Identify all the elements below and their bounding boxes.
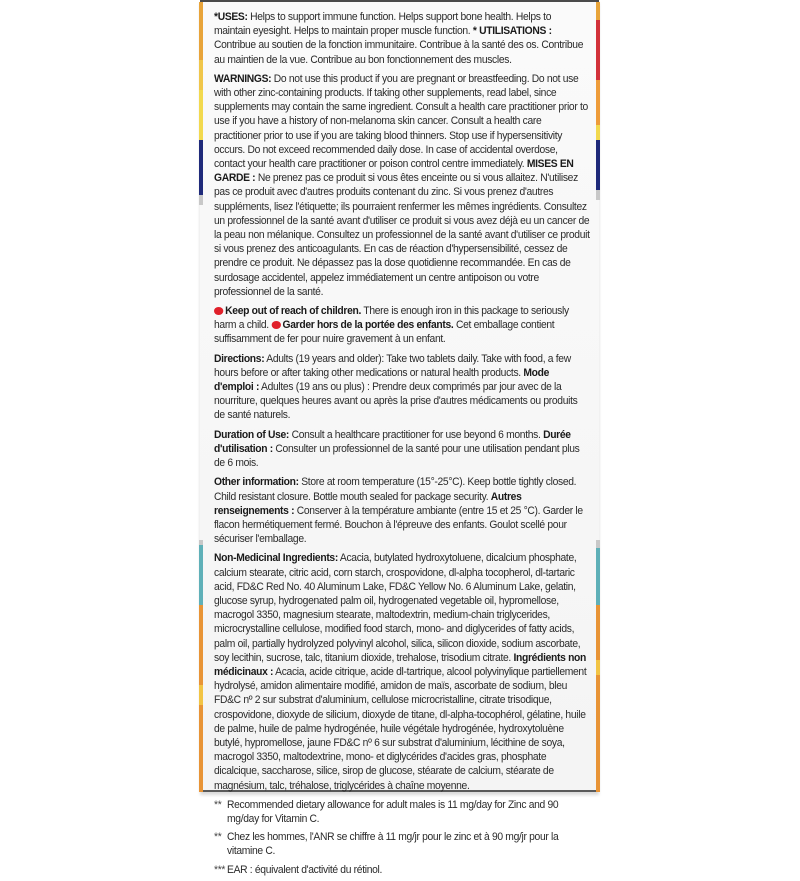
other-text-en: Store at room temperature (15°-25°C). Keep bottle tightly closed. Child resistant closure. Bottle mouth sealed for package security. xyxy=(214,476,577,503)
stripe-segment xyxy=(199,90,203,140)
children-heading-en: Keep out of reach of children. xyxy=(225,305,362,318)
right-color-stripe xyxy=(596,0,600,790)
directions-section xyxy=(214,352,590,423)
stripe-segment xyxy=(596,20,600,80)
other-text-fr: Conserver à la température ambiante (entre 15 et 25 °C). Garder le flacon hermétiquement fermé. Bouchon à l'épreuve des enfants. Goulot scellé pour sécuriser l'emballage. xyxy=(214,504,583,546)
warnings-heading-fr: MISES EN GARDE : xyxy=(214,158,574,185)
stripe-segment xyxy=(596,2,600,20)
stripe-segment xyxy=(199,605,203,685)
ingredients-text-en: Acacia, butylated hydroxytoluene, dicalcium phosphate, calcium stearate, citric acid, corn starch, crospovidone, dl-alpha tocopherol, dl-tartaric acid, FD&C Red No. 40 Aluminum Lake, FD&C Yellow No. 6 Aluminum Lake, gelatin, glucose syrup, hydrogenated palm oil, hydrogenated vegetable oil, hypromellose, macrogol 3350, magnesium stearate, maltodextrin, medium-chain triglycerides, microcrystalline cellulose, modified food starch, mono- and diglycerides of fatty acids, palm oil, partially hydrolyzed polyvinyl alcohol, silica, silicon dioxide, sodium ascorbate, soy lecithin, sucrose, talc, titanium dioxide, trehalose, trisodium citrate. xyxy=(214,552,581,664)
footnote-text: Chez les hommes, l'ANR se chiffre à 11 mg/jr pour le zinc et à 90 mg/jr pour la vitamine C. xyxy=(227,831,559,858)
footnote xyxy=(214,863,590,877)
warnings-heading-en: WARNINGS: xyxy=(214,72,272,85)
directions-heading-fr: Mode d'emploi : xyxy=(214,366,550,394)
uses-heading-fr: * UTILISATIONS : xyxy=(472,25,552,38)
stripe-segment xyxy=(199,545,203,605)
ingredients-heading-en: Non-Medicinal Ingredients: xyxy=(214,552,338,565)
duration-section xyxy=(214,428,590,471)
footnote-mark: ** xyxy=(214,798,222,811)
stripe-segment xyxy=(596,548,600,605)
directions-text-fr: Adultes (19 ans ou plus) : Prendre deux comprimés par jour avec de la nourriture, quelques heures avant ou après la prise d'autres médicaments ou produits de santé naturels. xyxy=(214,381,578,422)
footnote-mark: *** xyxy=(214,863,226,876)
product-label-panel xyxy=(200,0,599,876)
red-dot-icon xyxy=(271,321,280,329)
other-information-section xyxy=(214,475,590,546)
left-color-stripe xyxy=(199,0,203,790)
footnote-mark: ** xyxy=(214,831,222,844)
stripe-segment xyxy=(596,540,600,548)
stripe-segment xyxy=(199,705,203,792)
footnote xyxy=(214,798,590,826)
stripe-segment xyxy=(199,685,203,705)
stripe-segment xyxy=(596,605,600,660)
footnote-text: Recommended dietary allowance for adult males is 11 mg/day for Zinc and 90 mg/day for Vitamin C. xyxy=(227,798,559,825)
stripe-segment xyxy=(596,125,600,140)
uses-text-fr: Contribue au soutien de la fonction immunitaire. Contribue à la santé des os. Contribue au maintien de la vue. Contribue au bon fonctionnement des muscles. xyxy=(214,39,584,66)
ingredients-section xyxy=(214,551,590,792)
footnote-text: EAR : équivalent d'activité du rétinol. xyxy=(227,863,383,876)
top-edge-line xyxy=(200,0,599,2)
ingredients-text-fr: Acacia, acide citrique, acide dl-tartrique, alcool polyvinylique partiellement hydrolysé, amidon alimentaire modifié, amidon de maïs, ascorbate de sodium, bleu FD&C nº 2 sur substrat d'aluminium, cellulose microcristalline, citrate trisodique, crospovidone, dioxyde de silicium, dioxyde de titane, dl-alpha-tocophérol, gélatine, huile de palme, huile de palme hydrogénée, huile végétale hydrogénée, hydroxytoluène butylé, hypromellose, jaune FD&C nº 6 sur substrat d'aluminium, lécithine de soya, macrogol 3350, maltodextrine, mono- et diglycérides d'acides gras, phosphate dicalcique, saccharose, silice, sirop de glucose, stéarate de calcium, stéarate de magnésium, talc, tréhalose, triglycérides à chaîne moyenne. xyxy=(214,665,587,792)
duration-text-en: Consult a healthcare practitioner for use beyond 6 months. xyxy=(289,428,544,441)
stripe-segment xyxy=(199,60,203,90)
stripe-segment xyxy=(596,660,600,675)
directions-text-en: Adults (19 years and older): Take two tablets daily. Take with food, a few hours before or after taking other medications or natural health products. xyxy=(214,352,571,379)
duration-heading-fr: Durée d'utilisation : xyxy=(214,428,571,455)
stripe-segment xyxy=(596,80,600,125)
stripe-segment xyxy=(596,140,600,190)
directions-heading-en: Directions: xyxy=(214,352,265,365)
warnings-section xyxy=(214,72,590,299)
red-dot-icon xyxy=(214,307,223,315)
children-warning-section xyxy=(214,304,590,347)
uses-heading-en: *USES: xyxy=(214,11,248,23)
duration-heading-en: Duration of Use: xyxy=(214,428,290,441)
stripe-segment xyxy=(199,2,203,60)
stripe-segment xyxy=(596,675,600,792)
children-text-fr: Cet emballage contient suffisamment de fer pour nuire gravement à un enfant. xyxy=(214,319,555,346)
label-text xyxy=(214,10,590,881)
uses-text-en: Helps to support immune function. Helps support bone health. Helps to maintain eyesight. Helps to maintain proper muscle function. xyxy=(214,11,552,38)
stripe-segment xyxy=(596,190,600,200)
other-heading-fr: Autres renseignements : xyxy=(214,490,522,517)
duration-text-fr: Consulter un professionnel de la santé pour une utilisation pendant plus de 6 mois. xyxy=(214,442,580,470)
footnote xyxy=(214,830,590,858)
ingredients-heading-fr: Ingrédients non médicinaux : xyxy=(214,651,587,678)
children-heading-fr: Garder hors de la portée des enfants. xyxy=(282,319,454,332)
warnings-text-en: Do not use this product if you are pregnant or breastfeeding. Do not use with other zinc-containing products. If taking other supplements, read label, since supplements may contain the same ingredient. Consult a health care practitioner prior to use if you have a history of non-melanoma skin cancer. Consult a health care practitioner prior to use if you are taking blood thinners. Stop use if hypersensitivity occurs. Do not exceed recommended daily dose. In case of accidental overdose, contact your health care practitioner or poison control centre immediately. xyxy=(214,72,588,171)
uses-section xyxy=(214,10,590,67)
stripe-segment xyxy=(199,195,203,205)
other-heading-en: Other information: xyxy=(214,476,299,489)
children-text-en: There is enough iron in this package to seriously harm a child. xyxy=(214,305,569,332)
warnings-text-fr: Ne prenez pas ce produit si vous êtes enceinte ou si vous allaitez. N'utilisez pas ce produit avec d'autres produits contenant du zinc. Si vous prenez d'autres suppléments, lisez l'étiquette; ils pourraient renfermer les mêmes ingrédients. Consultez un professionnel de la santé avant d'utiliser ce produit si vous avez déjà eu un cancer de la peau non mélanique. Consultez un professionnel de la santé avant d'utiliser ce produit si vous prenez des anticoagulants. En cas de réaction d'hypersensibilité, cessez de prendre ce produit. Ne dépassez pas la dose quotidienne recommandée. En cas de surdosage accidentel, appelez immédiatement un centre antipoison ou votre professionnel de la santé. xyxy=(214,172,590,298)
stripe-segment xyxy=(199,140,203,195)
